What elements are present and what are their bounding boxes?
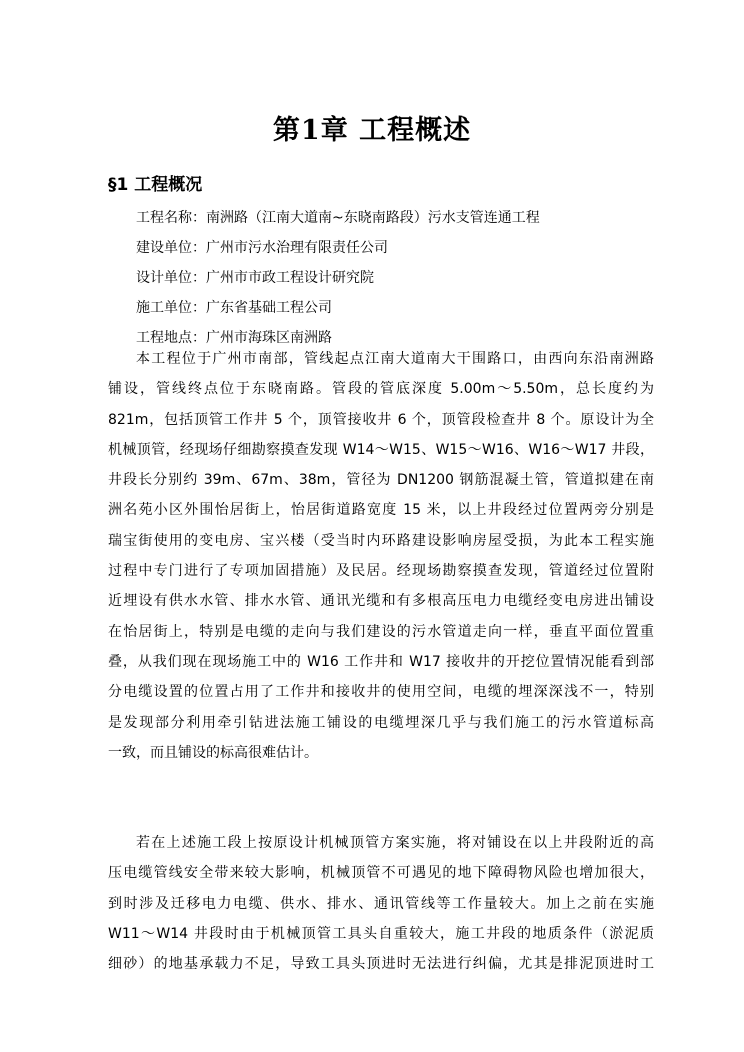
info-row-builder <box>136 233 540 263</box>
paragraph-line: 分电缆设置的位置占用了工作井和接收井的使用空间，电缆的埋深深浅不一，特别 <box>108 684 654 701</box>
info-label: 工程名称： <box>136 210 206 226</box>
paragraph-line: 一致，而且铺设的标高很难估计。 <box>108 744 318 761</box>
paragraph-line: 到时涉及迁移电力电缆、供水、排水、通讯管线等工作量较大。加上之前在实施 <box>108 895 654 912</box>
info-row-project-name <box>136 203 540 233</box>
paragraph-line: 过程中专门进行了专项加固措施）及民居。经现场勘察摸查发现，管道经过位置附 <box>108 563 654 580</box>
info-label: 施工单位： <box>136 300 206 316</box>
paragraph-line: 井段长分别约 39m、67m、38m，管径为 DN1200 钢筋混凝土管，管道拟建在南 <box>108 472 654 489</box>
section-title: §1 工程概况 <box>108 175 203 195</box>
paragraph-line: 铺设，管线终点位于东晓南路。管段的管底深度 5.00m～5.50m，总长度约为 <box>108 381 654 398</box>
info-value: 广州市海珠区南洲路 <box>206 330 332 346</box>
project-info-list <box>136 203 540 353</box>
paragraph-line: W11～W14 井段时由于机械顶管工具头自重较大，施工井段的地质条件（淤泥质 <box>108 925 654 942</box>
info-label: 设计单位： <box>136 270 206 286</box>
info-label: 工程地点： <box>136 330 206 346</box>
paragraph-line: 压电缆管线安全带来较大影响，机械顶管不可遇见的地下障碍物风险也增加很大， <box>108 865 654 882</box>
info-value: 广东省基础工程公司 <box>206 300 332 316</box>
paragraph-construction-risk <box>108 828 654 979</box>
paragraph-line: 是发现部分利用牵引钻进法施工铺设的电缆埋深几乎与我们施工的污水管道标高 <box>108 714 654 731</box>
paragraph-line: 叠，从我们现在现场施工中的 W16 工作井和 W17 接收井的开挖位置情况能看到部 <box>108 653 654 670</box>
paragraph-project-overview <box>108 344 654 768</box>
info-value: 广州市市政工程设计研究院 <box>206 270 374 286</box>
info-value: 南洲路（江南大道南~东晓南路段）污水支管连通工程 <box>206 210 540 226</box>
info-label: 建设单位： <box>136 240 206 256</box>
paragraph-line: 本工程位于广州市南部，管线起点江南大道南大干围路口，由西向东沿南洲路 <box>136 351 654 367</box>
paragraph-line: 若在上述施工段上按原设计机械顶管方案实施，将对铺设在以上井段附近的高 <box>136 835 654 851</box>
info-row-contractor <box>136 293 540 323</box>
paragraph-line: 瑞宝街使用的变电房、宝兴楼（受当时内环路建设影响房屋受损，为此本工程实施 <box>108 532 654 549</box>
paragraph-line: 细砂）的地基承载力不足，导致工具头顶进时无法进行纠偏，尤其是排泥顶进时工 <box>108 956 654 973</box>
chapter-title: 第1章 工程概述 <box>272 115 472 146</box>
paragraph-line: 821m，包括顶管工作井 5 个，顶管接收井 6 个，顶管段检查井 8 个。原设计为全 <box>108 411 654 428</box>
paragraph-line: 在怡居街上，特别是电缆的走向与我们建设的污水管道走向一样，垂直平面位置重 <box>108 623 654 640</box>
paragraph-line: 机械顶管，经现场仔细勘察摸查发现 W14～W15、W15～W16、W16～W17 井段， <box>108 441 654 458</box>
paragraph-line: 洲名苑小区外围怡居街上，怡居街道路宽度 15 米，以上井段经过位置两旁分别是 <box>108 502 654 519</box>
info-value: 广州市污水治理有限责任公司 <box>206 240 388 256</box>
paragraph-line: 近埋设有供水水管、排水水管、通讯光缆和有多根高压电力电缆经变电房进出铺设 <box>108 593 654 610</box>
info-row-designer <box>136 263 540 293</box>
